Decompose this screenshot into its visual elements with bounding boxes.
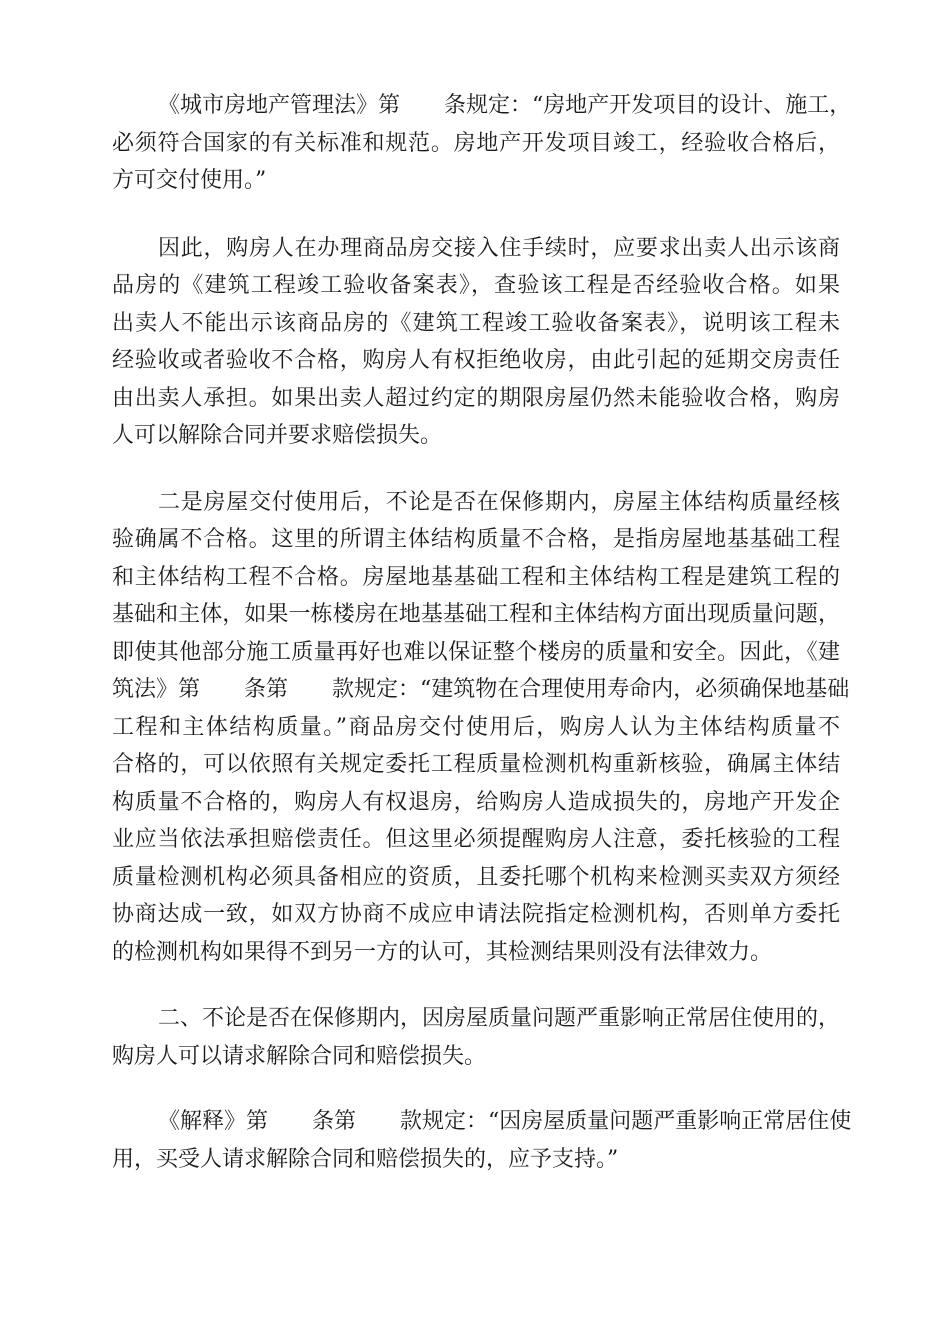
text-line: 的检测机构如果得不到另一方的认可，其检测结果则没有法律效力。 [112,939,773,965]
text-line: 质量检测机构必须具备相应的资质，且委托哪个机构来检测买卖双方须经 [112,864,840,890]
text-line: 出卖人不能出示该商品房的《建筑工程竣工验收备案表》，说明该工程未 [112,310,840,336]
text-line: 品房的《建筑工程竣工验收备案表》，查验该工程是否经验收合格。如果 [112,273,840,298]
text-line: 经验收或者验收不合格，购房人有权拒绝收房，由此引起的延期交房责任 [112,348,840,373]
text-line: 方可交付使用。” [112,168,267,193]
document-body [112,87,852,1178]
text-line: 基础和主体，如果一栋楼房在地基基础工程和主体结构方面出现质量问题， [112,602,840,627]
text-line: 购房人可以请求解除合同和赔偿损失。 [112,1043,487,1069]
paragraph-spacer [112,200,840,230]
text-line: 工程和主体结构质量。”商品房交付使用后，购房人认为主体结构质量不 [112,714,840,740]
paragraph-spacer [112,971,840,1000]
paragraph-point-two [112,1000,840,1075]
text-line: 必须符合国家的有关标准和规范。房地产开发项目竣工，经验收合格后， [112,130,840,156]
text-line: 二是房屋交付使用后，不论是否在保修期内，房屋主体结构质量经核 [158,489,840,515]
text-line: 业应当依法承担赔偿责任。但这里必须提醒购房人注意，委托核验的工程 [112,827,840,852]
text-line: 协商达成一致，如双方协商不成应申请法院指定检测机构，否则单方委托 [112,902,840,927]
paragraph-structural-quality [112,484,850,972]
paragraph-spacer [112,1075,840,1103]
text-line: 合格的，可以依照有关规定委托工程质量检测机构重新核验，确属主体结 [112,752,840,777]
text-line: 因此，购房人在办理商品房交接入住手续时，应要求出卖人出示该商 [158,235,840,261]
text-line: 验确属不合格。这里的所谓主体结构质量不合格，是指房屋地基基础工程 [112,527,840,552]
text-line: 用，买受人请求解除合同和赔偿损失的，应予支持。” [112,1146,619,1172]
paragraph-real-estate-law [112,87,852,200]
paragraph-interpretation [112,1103,852,1178]
text-line: 即使其他部分施工质量再好也难以保证整个楼房的质量和安全。因此，《建 [112,639,840,665]
text-line: 人可以解除合同并要求赔偿损失。 [112,423,443,448]
paragraph-spacer [112,455,840,484]
text-line: 和主体结构工程不合格。房屋地基基础工程和主体结构工程是建筑工程的 [112,564,840,590]
text-line: 《城市房地产管理法》第 条规定：“房地产开发项目的设计、施工， [158,93,852,118]
paragraph-therefore [112,230,840,455]
text-line: 由出卖人承担。如果出卖人超过约定的期限房屋仍然未能验收合格，购房 [112,385,840,411]
text-line: 筑法》第 条第 款规定：“建筑物在合理使用寿命内，必须确保地基础 [112,677,850,702]
text-line: 构质量不合格的，购房人有权退房，给购房人造成损失的，房地产开发企 [112,789,840,815]
text-line: 二、不论是否在保修期内，因房屋质量问题严重影响正常居住使用的， [158,1006,841,1031]
text-line: 《解释》第 条第 款规定：“因房屋质量问题严重影响正常居住使 [158,1109,852,1134]
